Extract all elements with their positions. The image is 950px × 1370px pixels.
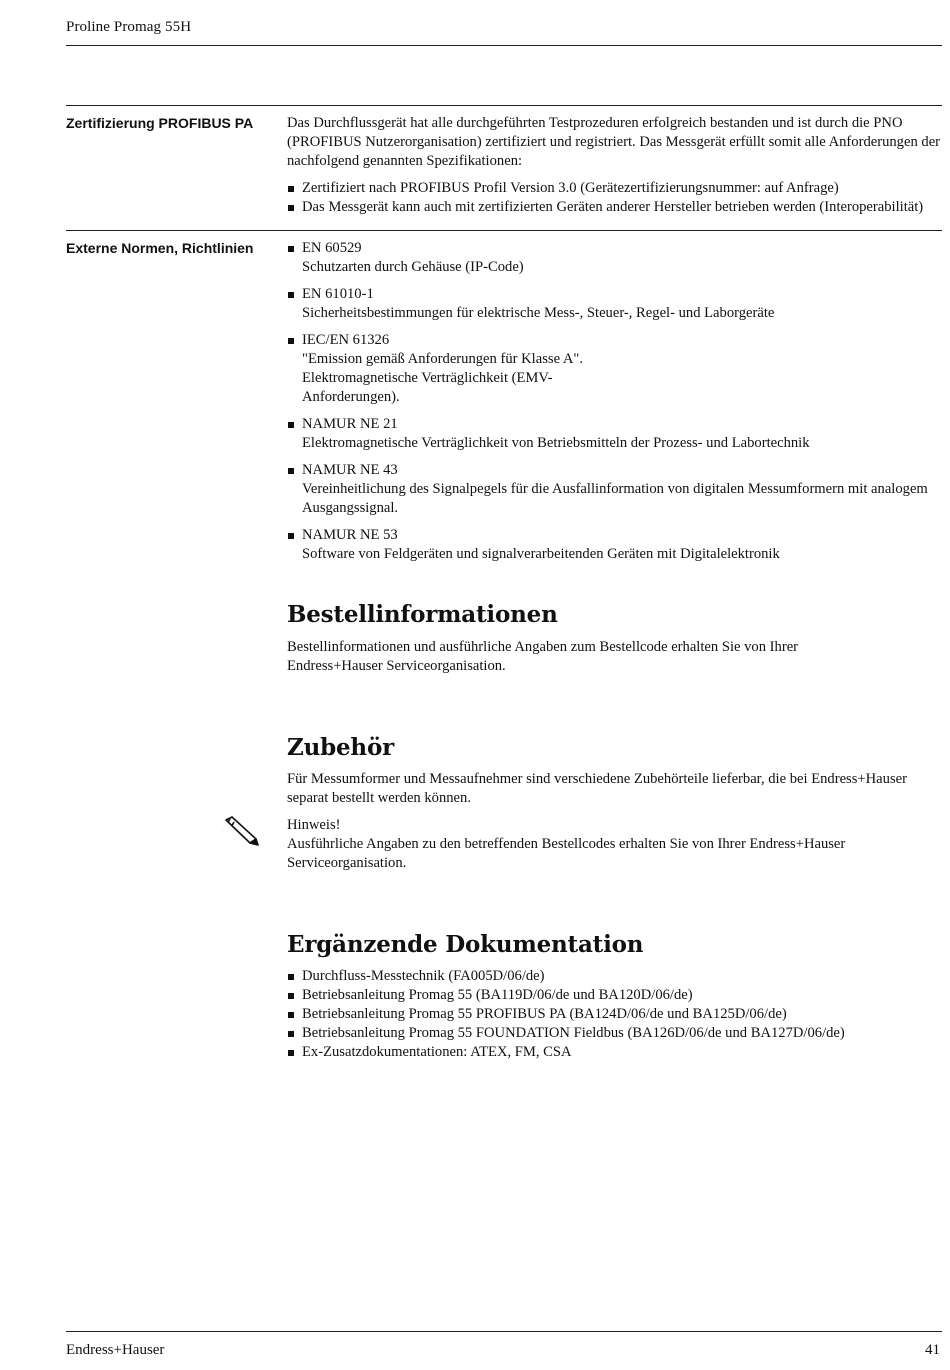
section-rule	[66, 230, 942, 231]
list-item: Zertifiziert nach PROFIBUS Profil Version 3.0 (Gerätezertifizierungsnummer: auf Anfrage)	[287, 179, 947, 198]
list-item: Betriebsanleitung Promag 55 PROFIBUS PA (BA124D/06/de und BA125D/06/de)	[287, 1005, 947, 1024]
certification-content	[287, 114, 947, 217]
list-item	[287, 285, 947, 323]
list-item: Durchfluss-Messtechnik (FA005D/06/de)	[287, 967, 947, 986]
list-item	[287, 331, 947, 407]
page-header-title: Proline Promag 55H	[66, 19, 192, 35]
footer-rule	[66, 1331, 942, 1332]
standard-title: NAMUR NE 43	[302, 462, 398, 478]
accessories-heading: Zubehör	[287, 734, 395, 761]
certification-label: Zertifizierung PROFIBUS PA	[66, 115, 254, 131]
note-text: Ausführliche Angaben zu den betreffenden Bestellcodes erhalten Sie von Ihrer Endress+Hauser Serviceorganisation.	[287, 836, 846, 871]
ordering-heading: Bestellinformationen	[287, 601, 558, 628]
standard-description: Schutzarten durch Gehäuse (IP-Code)	[302, 259, 524, 275]
standards-label: Externe Normen, Richtlinien	[66, 240, 254, 256]
standards-content	[287, 239, 947, 572]
standard-title: NAMUR NE 53	[302, 527, 398, 543]
list-item	[287, 415, 947, 453]
documentation-content	[287, 967, 947, 1062]
list-item	[287, 526, 947, 564]
accessories-text: Für Messumformer und Messaufnehmer sind verschiedene Zubehörteile lieferbar, die bei Endress+Hauser separat bestellt werden können.	[287, 771, 907, 806]
footer-brand: Endress+Hauser	[66, 1342, 165, 1358]
standard-title: NAMUR NE 21	[302, 416, 398, 432]
standard-description: Elektromagnetische Verträglichkeit von Betriebsmitteln der Prozess- und Labortechnik	[302, 435, 810, 451]
standard-title: EN 61010-1	[302, 286, 374, 302]
ordering-text: Bestellinformationen und ausführliche Angaben zum Bestellcode erhalten Sie von Ihrer Endress+Hauser Serviceorganisation.	[287, 639, 799, 674]
page-number: 41	[925, 1342, 940, 1358]
standards-list	[287, 239, 947, 564]
list-item: Das Messgerät kann auch mit zertifizierten Geräten anderer Hersteller betrieben werden (Interoperabilität)	[287, 198, 947, 217]
certification-intro: Das Durchflussgerät hat alle durchgeführten Testprozeduren erfolgreich bestanden und ist durch die PNO (PROFIBUS Nutzerorganisation) zertifiziert und registriert. Das Messgerät erfüllt somit alle Anforderungen der nachfolgend genannten Spezifikationen:	[287, 115, 941, 169]
standard-description: Sicherheitsbestimmungen für elektrische Mess-, Steuer-, Regel- und Laborgeräte	[302, 305, 775, 321]
list-item: Betriebsanleitung Promag 55 (BA119D/06/de und BA120D/06/de)	[287, 986, 947, 1005]
standard-title: IEC/EN 61326	[302, 332, 390, 348]
header-rule	[66, 45, 942, 46]
documentation-list	[287, 967, 947, 1062]
list-item: Betriebsanleitung Promag 55 FOUNDATION Fieldbus (BA126D/06/de und BA127D/06/de)	[287, 1024, 947, 1043]
list-item	[287, 239, 947, 277]
standard-description: Vereinheitlichung des Signalpegels für die Ausfallinformation von digitalen Messumformern mit analogem Ausgangssignal.	[302, 481, 928, 516]
certification-list	[287, 179, 947, 217]
standard-description: Software von Feldgeräten und signalverarbeitenden Geräten mit Digitalelektronik	[302, 546, 780, 562]
pencil-icon	[220, 816, 260, 846]
standard-title: EN 60529	[302, 240, 362, 256]
list-item	[287, 461, 947, 518]
accessories-content	[287, 770, 947, 873]
standard-description: "Emission gemäß Anforderungen für Klasse A". Elektromagnetische Verträglichkeit (EMV-Anforderungen).	[302, 351, 584, 405]
list-item: Ex-Zusatzdokumentationen: ATEX, FM, CSA	[287, 1043, 947, 1062]
section-rule	[66, 105, 942, 106]
documentation-heading: Ergänzende Dokumentation	[287, 931, 644, 958]
note-title: Hinweis!	[287, 817, 341, 833]
ordering-content	[287, 638, 827, 676]
